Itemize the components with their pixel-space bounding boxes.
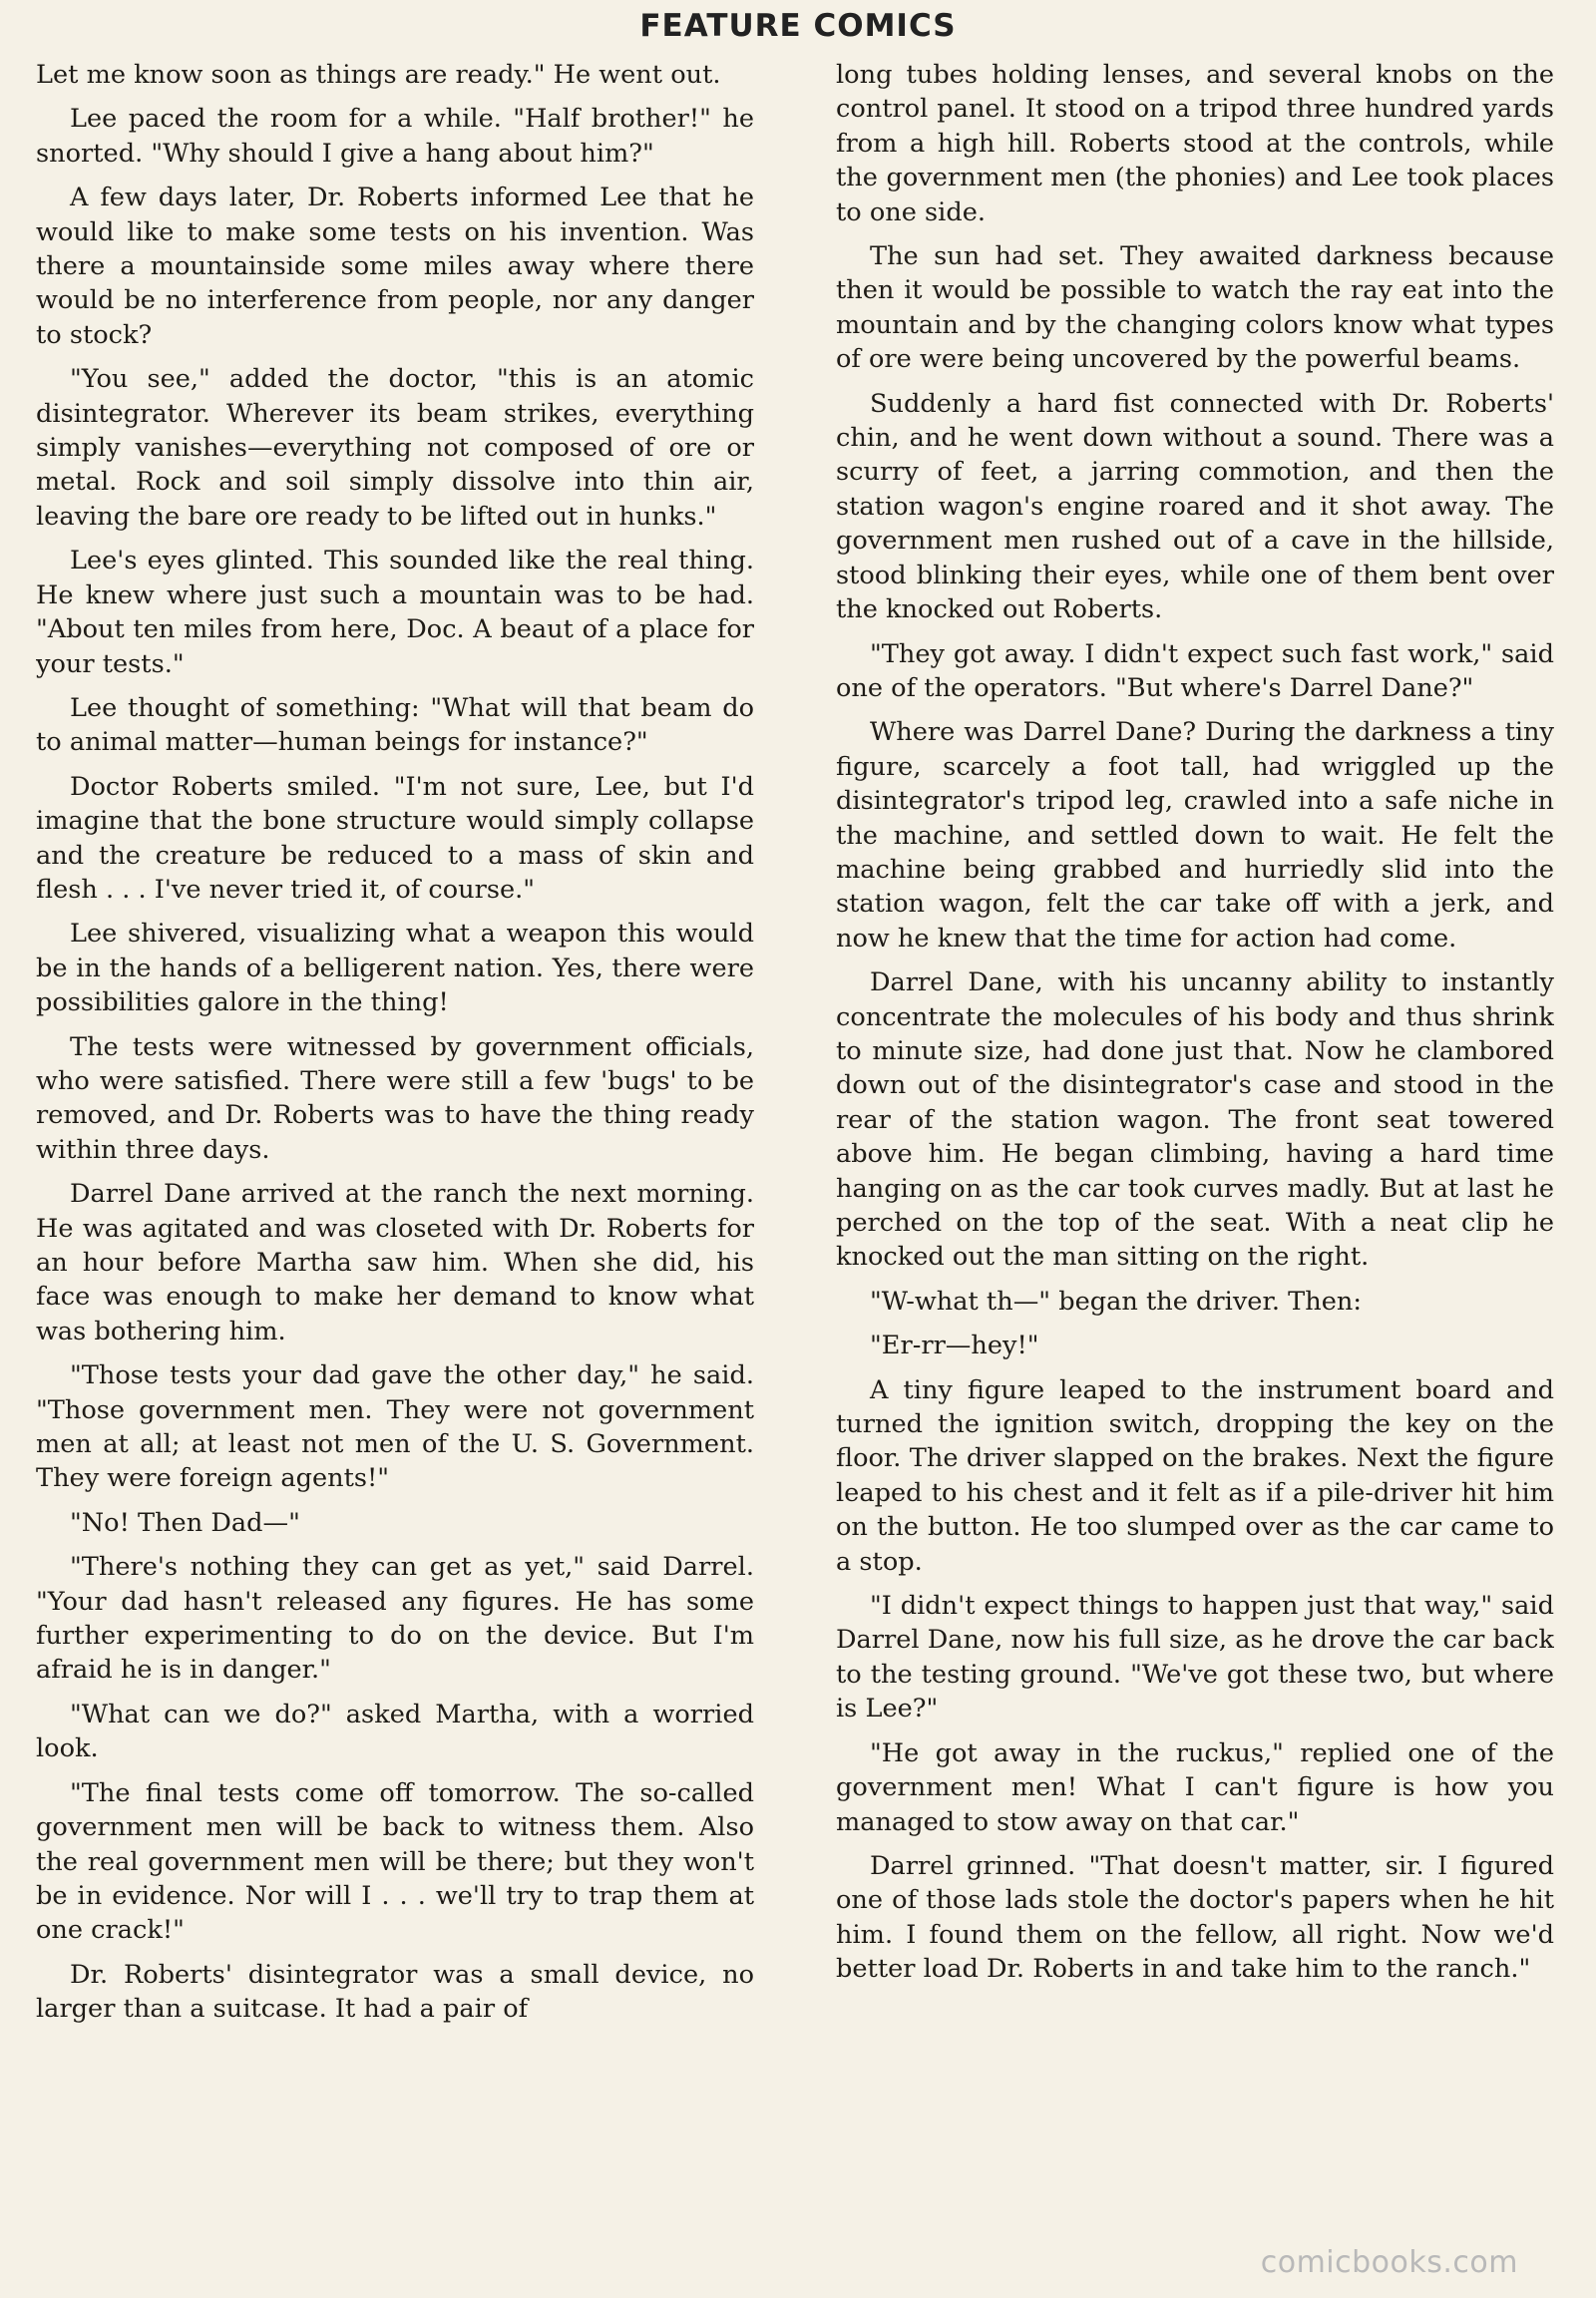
paragraph: Lee thought of something: "What will that beam do to animal matter—human beings for instance?" bbox=[36, 692, 754, 758]
paragraph: "What can we do?" asked Martha, with a worried look. bbox=[36, 1699, 754, 1764]
paragraph: "They got away. I didn't expect such fast work," said one of the operators. "But where's Darrel Dane?" bbox=[836, 638, 1554, 703]
paragraph: "No! Then Dad—" bbox=[70, 1507, 300, 1538]
paragraph: Lee's eyes glinted. This sounded like the real thing. He knew where just such a mountain was to be had. "About ten miles from here, Doc. A beaut of a place for your tests." bbox=[36, 546, 754, 679]
paragraph: "He got away in the ruckus," replied one of the government men! What I can't figure is how you managed to stow away on that car." bbox=[836, 1737, 1554, 1837]
paragraph: Darrel grinned. "That doesn't matter, sir. I figured one of those lads stole the doctor's papers when he hit him. I found them on the fellow, all right. Now we'd better load Dr. Roberts in and take him to the ranch." bbox=[836, 1850, 1554, 1985]
paragraph: Lee paced the room for a while. "Half brother!" he snorted. "Why should I give a hang about him?" bbox=[36, 104, 754, 169]
paragraph: A tiny figure leaped to the instrument board and turned the ignition switch, dropping the key on the floor. The driver slapped on the brakes. Next the figure leaped to his chest and it felt as if a pile-driver hit him on the button. He too slumped over as the car came to a stop. bbox=[836, 1374, 1554, 1577]
paragraph: A few days later, Dr. Roberts informed Lee that he would like to make some tests on his invention. Was there a mountainside some miles away where there would be no interference from people, nor any danger to stock? bbox=[36, 183, 754, 350]
paragraph: Let me know soon as things are ready." He went out. bbox=[36, 60, 721, 90]
paragraph: "You see," added the doctor, "this is an atomic disintegrator. Wherever its beam strikes, everything simply vanishes—everything not composed of ore or metal. Rock and soil simply dissolve into thin air, leaving the bare ore ready to be lifted out in hunks." bbox=[36, 364, 754, 532]
watermark: comicbooks.com bbox=[1260, 2245, 1518, 2280]
right-column bbox=[836, 58, 1554, 2252]
paragraph: Dr. Roberts' disintegrator was a small device, no larger than a suitcase. It had a pair of bbox=[36, 1959, 754, 2025]
paragraph: Doctor Roberts smiled. "I'm not sure, Lee, but I'd imagine that the bone structure would simply collapse and the creature be reduced to a mass of skin and flesh . . . I've never tried it, of course." bbox=[36, 771, 754, 905]
paragraph: "The final tests come off tomorrow. The so-called government men will be back to witness them. Also the real government men will be there; but they won't be in evidence. Nor will I . . . we'll try to trap them at one crack!" bbox=[36, 1777, 754, 1946]
paragraph: Darrel Dane, with his uncanny ability to instantly concentrate the molecules of his body and thus shrink to minute size, had done just that. Now he clambored down out of the disintegrator's case and stood in the rear of the station wagon. The front seat towered above him. He began climbing, having a hard time hanging on as the car took curves madly. But at last he perched on the top of the seat. With a neat clip he knocked out the man sitting on the right. bbox=[836, 967, 1554, 1273]
paragraph: long tubes holding lenses, and several knobs on the control panel. It stood on a tripod three hundred yards from a high hill. Roberts stood at the controls, while the government men (the phonies) and Lee took places to one side. bbox=[836, 60, 1554, 227]
left-column bbox=[36, 58, 754, 2252]
paragraph: "W-what th—" began the driver. Then: bbox=[870, 1286, 1362, 1317]
paragraph: Darrel Dane arrived at the ranch the next morning. He was agitated and was closeted with Dr. Roberts for an hour before Martha saw him. When she did, his face was enough to make her demand to know what was bothering him. bbox=[36, 1179, 754, 1346]
paragraph: Suddenly a hard fist connected with Dr. Roberts' chin, and he went down without a sound. There was a scurry of feet, a jarring commotion, and then the station wagon's engine roared and it shot away. The government men rushed out of a cave in the hillside, stood blinking their eyes, while one of them bent over the knocked out Roberts. bbox=[836, 388, 1554, 625]
paragraph: Lee shivered, visualizing what a weapon this would be in the hands of a belligerent nation. Yes, there were possibilities galore in the thing! bbox=[36, 919, 754, 1018]
paragraph: Where was Darrel Dane? During the darkness a tiny figure, scarcely a foot tall, had wriggled up the disintegrator's tripod leg, crawled into a safe niche in the machine, and settled down to wait. He felt the machine being grabbed and hurriedly slid into the station wagon, felt the car take off with a jerk, and now he knew that the time for action had come. bbox=[836, 717, 1554, 954]
page-header: FEATURE COMICS bbox=[639, 8, 957, 44]
paragraph: "Er-rr—hey!" bbox=[870, 1331, 1039, 1361]
paragraph: "There's nothing they can get as yet," said Darrel. "Your dad hasn't released any figures. He has some further experimenting to do on the device. But I'm afraid he is in danger." bbox=[36, 1552, 754, 1686]
paragraph: "I didn't expect things to happen just that way," said Darrel Dane, now his full size, as he drove the car back to the testing ground. "We've got these two, but where is Lee?" bbox=[836, 1591, 1554, 1724]
paragraph: The tests were witnessed by government officials, who were satisfied. There were still a few 'bugs' to be removed, and Dr. Roberts was to have the thing ready within three days. bbox=[36, 1031, 754, 1165]
paragraph: The sun had set. They awaited darkness because then it would be possible to watch the ray eat into the mountain and by the changing colors know what types of ore were being uncovered by the powerful beams. bbox=[836, 241, 1554, 375]
paragraph: "Those tests your dad gave the other day," he said. "Those government men. They were not government men at all; at least not men of the U. S. Government. They were foreign agents!" bbox=[36, 1360, 754, 1494]
